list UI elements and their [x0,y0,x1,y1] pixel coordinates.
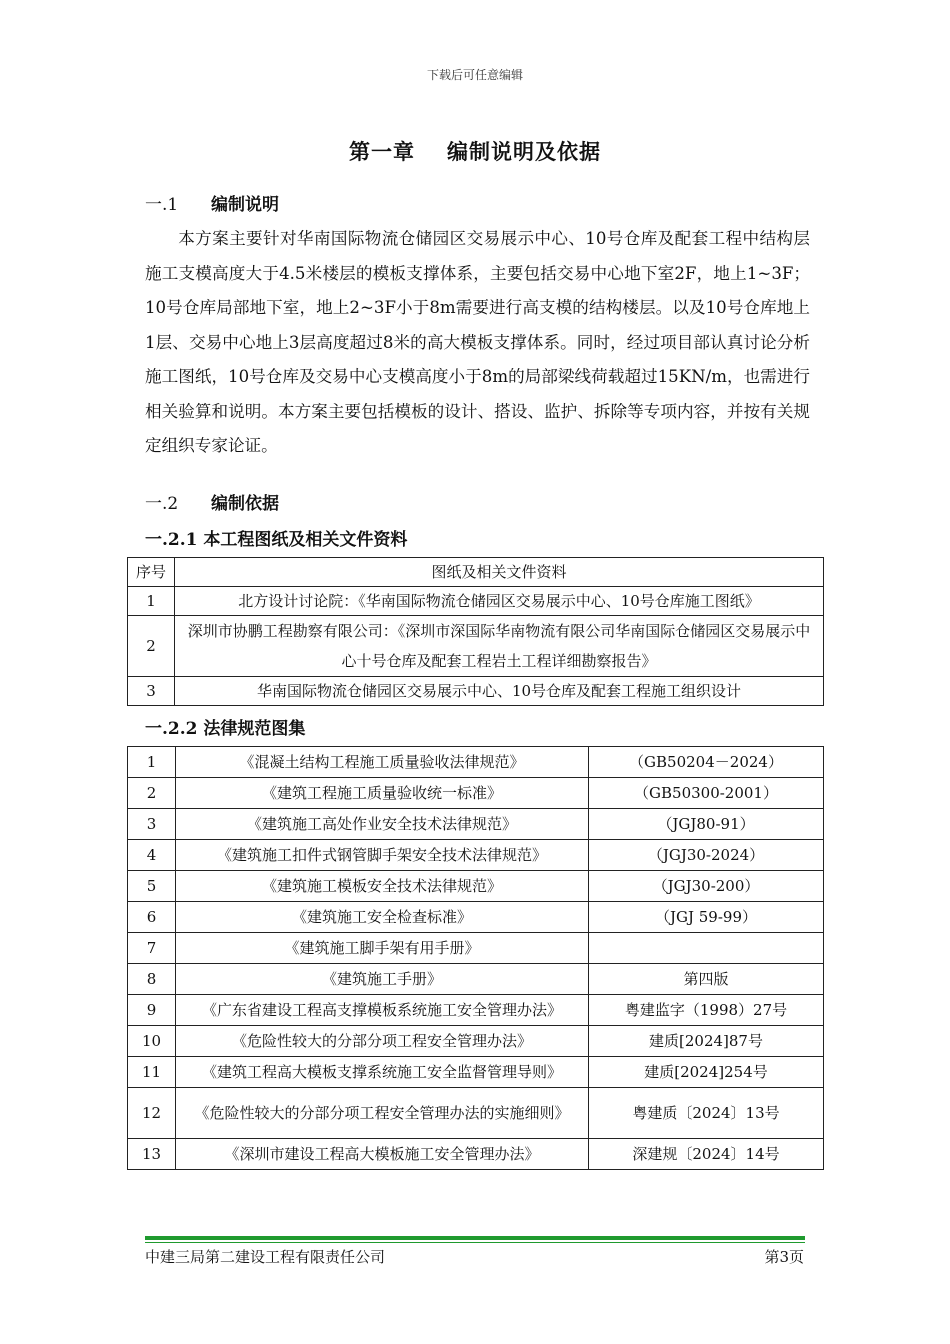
table-row [128,840,824,871]
table-row [128,1139,824,1170]
table-row [128,871,824,902]
section-heading-2 [145,489,279,514]
row-number: 2 [128,778,176,809]
regulation-code: 深建规〔2024〕14号 [589,1139,824,1170]
section-number: 一.1 [145,195,179,215]
row-number: 11 [128,1057,176,1088]
regulation-name: 《深圳市建设工程高大模板施工安全管理办法》 [176,1139,589,1170]
table-row [128,902,824,933]
table-row [128,778,824,809]
table-row [128,809,824,840]
subsection-heading-2: 一.2.2 法律规范图集 [145,719,306,739]
table-row [128,616,824,677]
regulation-name: 《建筑施工脚手架有用手册》 [176,933,589,964]
row-number: 12 [128,1088,176,1139]
regulation-code: 建质[2024]87号 [589,1026,824,1057]
regulation-code: （GB50300-2001） [589,778,824,809]
documents-table [127,557,824,706]
row-number: 6 [128,902,176,933]
table-row [128,1026,824,1057]
body-paragraph [145,222,810,464]
regulation-name: 《广东省建设工程高支撑模板系统施工安全管理办法》 [176,995,589,1026]
row-number: 7 [128,933,176,964]
table-row [128,747,824,778]
regulation-code: （GB50204－2024） [589,747,824,778]
regulation-code [589,933,824,964]
row-number: 5 [128,871,176,902]
header-note: 下载后可任意编辑 [426,68,523,82]
row-number: 13 [128,1139,176,1170]
section-heading-1 [145,190,279,215]
header-cell: 序号 [128,558,175,587]
header-cell: 图纸及相关文件资料 [175,558,824,587]
chapter-number: 第一章 [349,139,415,164]
row-number: 3 [128,809,176,840]
regulation-code: （JGJ30-200） [589,871,824,902]
paragraph-text: 本方案主要针对华南国际物流仓储园区交易展示中心、10号仓库及配套工程中结构层施工支模高度大于4.5米楼层的模板支撑体系，主要包括交易中心地下室2F，地上1~3F；10号仓库局部地下室，地上2~3F小于8m需要进行高支模的结构楼层。以及10号仓库地上1层、交易中心地上3层高度超过8米的高大模板支撑体系。同时，经过项目部认真讨论分析施工图纸，10号仓库及交易中心支模高度小于8m的局部梁线荷载超过15KN/m，也需进行相关验算和说明。本方案主要包括模板的设计、搭设、监护、拆除等专项内容，并按有关规定组织专家论证。 [145,229,810,455]
regulation-name: 《建筑施工模板安全技术法律规范》 [176,871,589,902]
regulation-name: 《混凝土结构工程施工质量验收法律规范》 [176,747,589,778]
table-row [128,995,824,1026]
table-row [128,587,824,616]
regulation-name: 《危险性较大的分部分项工程安全管理办法》 [176,1026,589,1057]
table-header-row [128,558,824,587]
regulation-name: 《建筑施工高处作业安全技术法律规范》 [176,809,589,840]
section-title: 编制说明 [211,195,279,215]
footer-company: 中建三局第二建设工程有限责任公司 [145,1248,386,1266]
row-text: 深圳市协鹏工程勘察有限公司：《深圳市深国际华南物流有限公司华南国际仓储园区交易展示中心十号仓库及配套工程岩土工程详细勘察报告》 [175,616,824,677]
footer-page-number: 第3页 [764,1248,804,1266]
footer-rule-thin [145,1242,805,1243]
regulation-name: 《建筑施工安全检查标准》 [176,902,589,933]
regulation-code: 建质[2024]254号 [589,1057,824,1088]
row-number: 1 [128,747,176,778]
row-number: 4 [128,840,176,871]
row-number: 10 [128,1026,176,1057]
regulation-code: （JGJ30-2024） [589,840,824,871]
row-number: 1 [128,587,175,616]
row-number: 2 [128,616,175,677]
regulation-code: 粤建监字（1998）27号 [589,995,824,1026]
chapter-title [0,136,950,166]
regulation-name: 《建筑施工手册》 [176,964,589,995]
table-row [128,1088,824,1139]
row-text: 北方设计讨论院：《华南国际物流仓储园区交易展示中心、10号仓库施工图纸》 [175,587,824,616]
table-row [128,964,824,995]
table-row [128,1057,824,1088]
regulation-code: 粤建质〔2024〕13号 [589,1088,824,1139]
section-number: 一.2 [145,494,179,514]
row-text: 华南国际物流仓储园区交易展示中心、10号仓库及配套工程施工组织设计 [175,677,824,706]
regulation-name: 《建筑施工扣件式钢管脚手架安全技术法律规范》 [176,840,589,871]
regulation-name: 《建筑工程施工质量验收统一标准》 [176,778,589,809]
chapter-name: 编制说明及依据 [447,139,601,164]
regulation-name: 《建筑工程高大模板支撑系统施工安全监督管理导则》 [176,1057,589,1088]
table-row [128,677,824,706]
regulation-code: （JGJ 59-99） [589,902,824,933]
row-number: 3 [128,677,175,706]
regulation-name: 《危险性较大的分部分项工程安全管理办法的实施细则》 [176,1088,589,1139]
regulation-code: 第四版 [589,964,824,995]
table-row [128,933,824,964]
row-number: 9 [128,995,176,1026]
row-number: 8 [128,964,176,995]
section-title: 编制依据 [211,494,279,514]
regulation-code: （JGJ80-91） [589,809,824,840]
subsection-heading-1: 一.2.1 本工程图纸及相关文件资料 [145,530,408,550]
regulations-table [127,746,824,1170]
footer-rule [145,1236,805,1240]
